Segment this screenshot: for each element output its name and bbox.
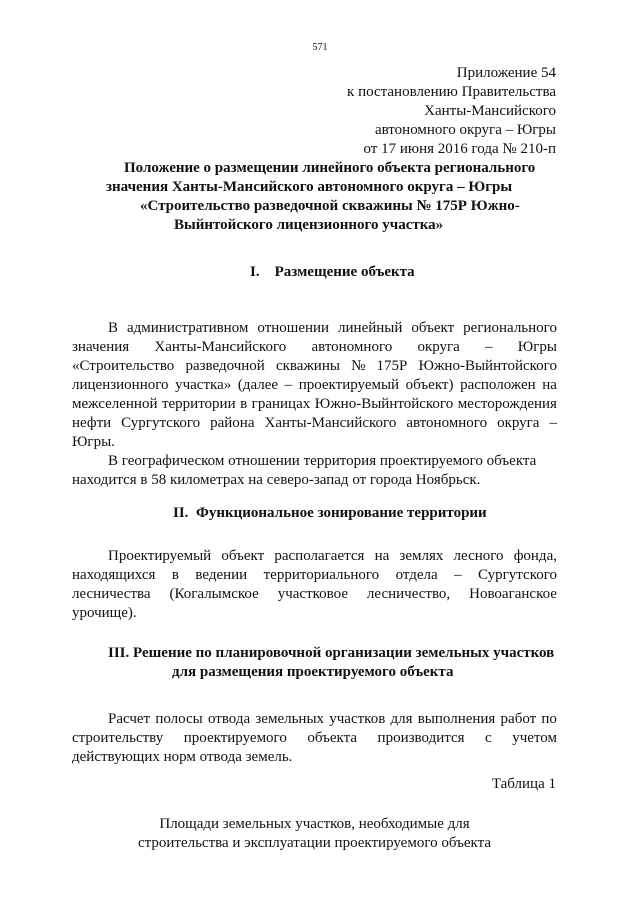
- word: автономного: [406, 415, 488, 431]
- paragraph-line: [72, 395, 557, 414]
- word: лицензионного: [72, 377, 169, 393]
- word: строительству: [72, 730, 164, 746]
- word: проектируемого: [183, 730, 287, 746]
- word: –: [454, 567, 462, 583]
- section-title: Размещение объекта: [274, 264, 415, 280]
- word: с: [485, 730, 492, 746]
- appendix-line: к постановлению Правительства: [347, 84, 556, 100]
- word: лесничества: [72, 586, 151, 602]
- word: (Когалымское: [169, 586, 259, 602]
- paragraph-line: [72, 547, 557, 566]
- word: административном: [126, 320, 249, 336]
- word: отношении: [257, 320, 330, 336]
- paragraph-line: Югры.: [72, 434, 115, 450]
- word: Расчет: [108, 711, 151, 727]
- word: участковое: [277, 586, 348, 602]
- section-3-heading: [108, 644, 554, 682]
- section-number: III.: [108, 645, 130, 661]
- word: фонда,: [513, 548, 557, 564]
- word: №: [351, 358, 366, 374]
- title-line: Выйнтойского лицензионного участка»: [174, 217, 444, 233]
- section-2-heading: [173, 504, 487, 523]
- word: в: [171, 567, 179, 583]
- word: лесного: [453, 548, 504, 564]
- word: нефти: [72, 415, 112, 431]
- table-caption: [72, 815, 557, 853]
- word: работ: [500, 711, 537, 727]
- paragraph-line: [72, 376, 557, 395]
- appendix-line: автономного округа – Югры: [374, 122, 556, 138]
- word: участков: [329, 711, 386, 727]
- paragraph-line: находится в 58 километрах на северо-запад от города Ноябрьск.: [72, 472, 481, 488]
- paragraph-line: [72, 338, 557, 357]
- title-line: «Строительство разведочной скважины № 175Р Южно-: [140, 198, 520, 214]
- paragraph-line: [72, 710, 557, 729]
- document-title: [100, 159, 570, 235]
- word: межселенной: [72, 396, 158, 412]
- word: объекта: [307, 730, 358, 746]
- appendix-block: [347, 64, 556, 159]
- section-number: I.: [250, 264, 260, 280]
- word: округа: [417, 339, 460, 355]
- word: отвода: [207, 711, 251, 727]
- word: линейный: [338, 320, 403, 336]
- title-line: Положение о размещении линейного объекта регионального: [124, 160, 536, 176]
- word: располагается: [274, 548, 365, 564]
- word: месторождения: [457, 396, 557, 412]
- word: расположен: [460, 377, 536, 393]
- word: В: [108, 320, 119, 336]
- word: –: [549, 415, 557, 431]
- word: объект: [411, 320, 455, 336]
- paragraph-line: действующих норм отвода земель.: [72, 749, 293, 765]
- word: по: [541, 711, 557, 727]
- section-3-heading-line-2: для размещения проектируемого объекта: [172, 664, 454, 680]
- section-1-paragraph-1: [72, 319, 557, 490]
- paragraph-line: урочище).: [72, 605, 137, 621]
- word: ведении: [195, 567, 248, 583]
- paragraph-line: В географическом отношении территория проектируемого объекта: [108, 453, 537, 469]
- word: Сургутского: [478, 567, 557, 583]
- section-3-heading-line-1: [108, 644, 554, 663]
- word: Новоаганское: [469, 586, 557, 602]
- table-label: Таблица 1: [491, 776, 556, 792]
- word: разведочной: [185, 358, 265, 374]
- word: участка»: [175, 377, 232, 393]
- appendix-line: Ханты-Мансийского: [424, 103, 556, 119]
- word: Ханты-Мансийского: [264, 415, 397, 431]
- word: границах: [251, 396, 311, 412]
- word: «Строительство: [72, 358, 175, 374]
- word: для: [390, 711, 413, 727]
- paragraph-line: [72, 566, 557, 585]
- word: лесничество,: [366, 586, 451, 602]
- word: на: [542, 377, 557, 393]
- word: –: [284, 377, 293, 393]
- word: в: [240, 396, 248, 412]
- paragraph-line: [72, 729, 557, 748]
- word: объект): [405, 377, 454, 393]
- word: (далее: [237, 377, 279, 393]
- word: Югры: [517, 339, 557, 355]
- word: Ханты-Мансийского: [154, 339, 287, 355]
- word: учетом: [512, 730, 557, 746]
- section-number: II.: [173, 505, 189, 521]
- word: выполнения: [417, 711, 496, 727]
- word: автономного: [311, 339, 393, 355]
- title-line: значения Ханты-Мансийского автономного округа – Югры: [106, 179, 513, 195]
- section-1-heading: [250, 263, 415, 282]
- word: –: [485, 339, 493, 355]
- word: земельных: [255, 711, 325, 727]
- word: территориального: [263, 567, 380, 583]
- word: округа: [497, 415, 540, 431]
- caption-line: строительства и эксплуатации проектируемого объекта: [137, 835, 492, 851]
- word: территории: [161, 396, 236, 412]
- word: Южно-Выйнтойского: [418, 358, 557, 374]
- section-3-paragraph: [72, 710, 557, 767]
- section-2-paragraph: [72, 547, 557, 623]
- word: проектируемый: [298, 377, 400, 393]
- word: района: [210, 415, 255, 431]
- word: объект: [221, 548, 265, 564]
- paragraph-line: [72, 414, 557, 433]
- word: землях: [399, 548, 444, 564]
- word: значения: [72, 339, 130, 355]
- word: полосы: [155, 711, 203, 727]
- word: Проектируемый: [108, 548, 212, 564]
- word: Сургутского: [121, 415, 201, 431]
- word: производится: [377, 730, 465, 746]
- section-title: Функциональное зонирование территории: [195, 505, 487, 521]
- word: находящихся: [72, 567, 156, 583]
- word: на: [374, 548, 390, 564]
- caption-line: Площади земельных участков, необходимые для: [159, 816, 470, 832]
- page-number: 571: [312, 42, 328, 53]
- word: отдела: [395, 567, 438, 583]
- section-title: Решение по планировочной организации земельных участков: [133, 645, 555, 661]
- word: Южно-Выйнтойского: [314, 396, 454, 412]
- paragraph-line: [72, 319, 557, 338]
- paragraph-line: [72, 357, 557, 376]
- word: регионального: [463, 320, 557, 336]
- word: 175Р: [376, 358, 408, 374]
- appendix-line: Приложение 54: [456, 65, 556, 81]
- word: скважины: [275, 358, 340, 374]
- appendix-line: от 17 июня 2016 года № 210-п: [363, 141, 556, 157]
- paragraph-line: [72, 585, 557, 604]
